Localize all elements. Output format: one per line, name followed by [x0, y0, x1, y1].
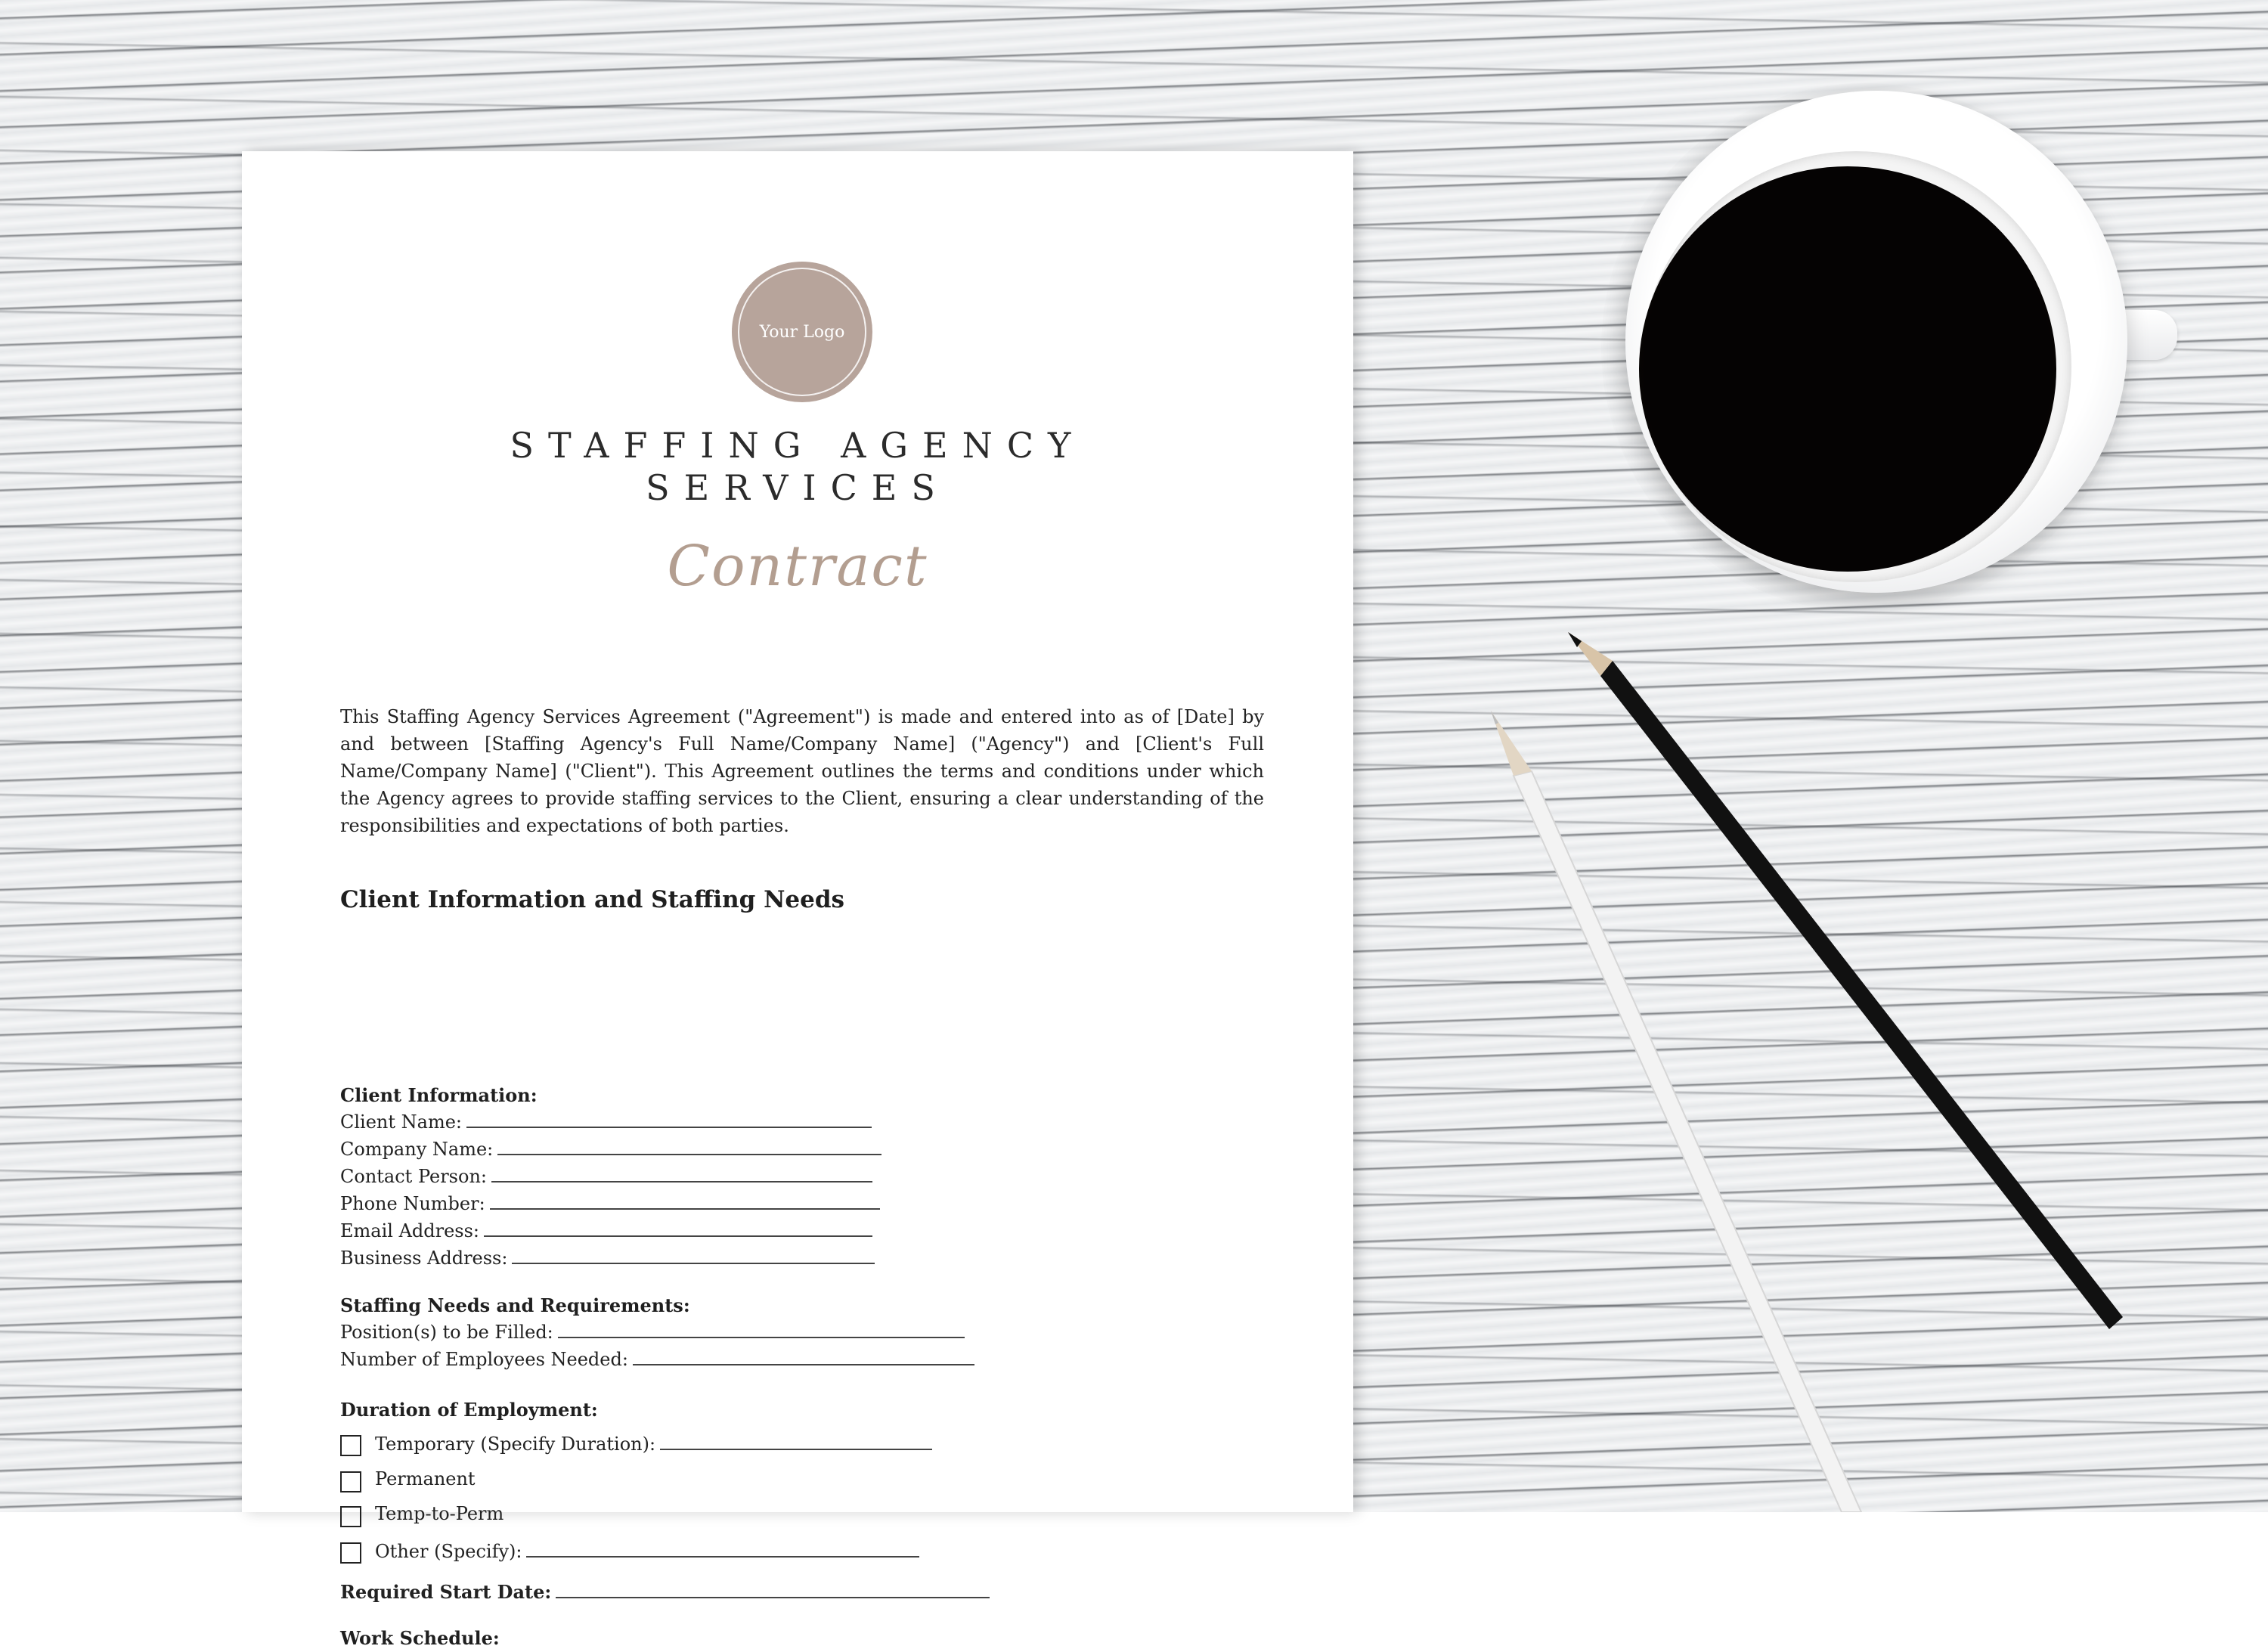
option-temp-to-perm: Temp-to-Perm — [375, 1503, 504, 1524]
field-email-address: Email Address: — [340, 1219, 872, 1241]
field-business-address: Business Address: — [340, 1246, 875, 1269]
field-required-start-date: Required Start Date: — [340, 1580, 990, 1603]
intro-paragraph: This Staffing Agency Services Agreement ("Agreement") is made and entered into as of [Date] by and between [Staffing Agency's Full Name/Company Name] ("Agency") and [Client's Full Name/Company Name] ("Client"). This Agreement outlines the terms and conditions under which the Agency agrees to provide staffing services to the Client, ensuring a clear understanding of the responsibilities and expectations of both parties. — [340, 706, 1264, 836]
field-number-employees: Number of Employees Needed: — [340, 1347, 974, 1370]
white-pencil — [1491, 711, 1861, 1512]
field-client-name: Client Name: — [340, 1110, 872, 1133]
logo-text: Your Logo — [738, 268, 866, 396]
field-phone-number: Phone Number: — [340, 1192, 880, 1214]
option-temporary: Temporary (Specify Duration): — [375, 1432, 932, 1455]
blank-line[interactable] — [556, 1580, 990, 1598]
work-schedule-label: Work Schedule: — [340, 1627, 500, 1649]
duration-heading: Duration of Employment: — [340, 1399, 598, 1421]
staffing-needs-heading: Staffing Needs and Requirements: — [340, 1294, 690, 1316]
field-positions: Position(s) to be Filled: — [340, 1320, 965, 1343]
field-contact-person: Contact Person: — [340, 1164, 872, 1187]
document-subtitle-script: Contract — [667, 534, 928, 599]
document-title-line2: SERVICES — [646, 467, 950, 508]
option-other: Other (Specify): — [375, 1539, 919, 1562]
black-pencil — [1568, 632, 2123, 1329]
client-info-heading: Client Information: — [340, 1084, 538, 1106]
option-permanent: Permanent — [375, 1468, 476, 1489]
checkbox-other[interactable] — [340, 1542, 361, 1564]
field-company-name: Company Name: — [340, 1137, 881, 1160]
document-title-line1: STAFFING AGENCY — [510, 425, 1086, 466]
blank-line[interactable] — [526, 1539, 919, 1558]
section-heading: Client Information and Staffing Needs — [340, 886, 844, 913]
